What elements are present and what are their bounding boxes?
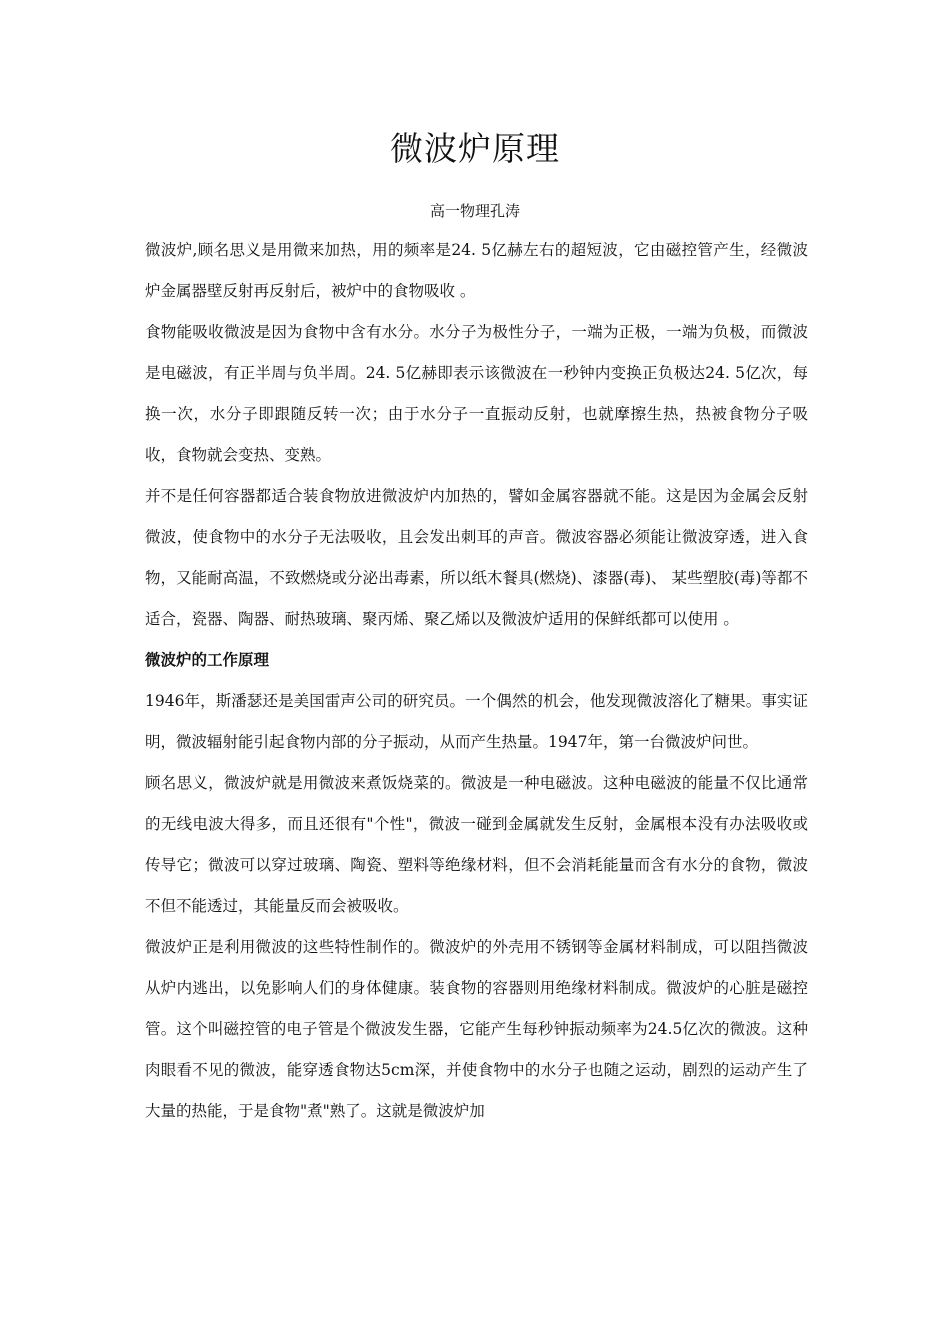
document-author: 高一物理孔涛	[429, 202, 520, 220]
paragraph: 微波炉,顾名思义是用微来加热，用的频率是24. 5亿赫左右的超短波，它由磁控管产生，经微波炉金属器壁反射再反射后，被炉中的食物吸收 。	[145, 241, 808, 300]
document-body	[145, 230, 808, 1132]
paragraph: 顾名思义，微波炉就是用微波来煮饭烧菜的。微波是一种电磁波。这种电磁波的能量不仅比通常的无线电波大得多，而且还很有"个性"，微波一碰到金属就发生反射，金属根本没有办法吸收或传导它；微波可以穿过玻璃、陶瓷、塑料等绝缘材料，但不会消耗能量而含有水分的食物，微波不但不能透过，其能量反而会被吸收。	[145, 774, 808, 915]
document-title: 微波炉原理	[390, 129, 560, 168]
paragraph: 食物能吸收微波是因为食物中含有水分。水分子为极性分子，一端为正极，一端为负极，而微波是电磁波，有正半周与负半周。24. 5亿赫即表示该微波在一秒钟内变换正负极达24. 5亿次，每换一次，水分子即跟随反转一次；由于水分子一直振动反射，也就摩擦生热，热被食物分子吸收，食物就会变热、变熟。	[145, 323, 808, 464]
paragraph: 并不是任何容器都适合装食物放进微波炉内加热的，譬如金属容器就不能。这是因为金属会反射微波，使食物中的水分子无法吸收，且会发出刺耳的声音。微波容器必须能让微波穿透，进入食物，又能耐高温，不致燃烧或分泌出毒素，所以纸木餐具(燃烧)、漆器(毒)、 某些塑胶(毒)等都不适合，瓷器、陶器、耐热玻璃、聚丙烯、聚乙烯以及微波炉适用的保鲜纸都可以使用 。	[145, 487, 808, 628]
paragraph: 微波炉正是利用微波的这些特性制作的。微波炉的外壳用不锈钢等金属材料制成，可以阻挡微波从炉内逃出，以免影响人们的身体健康。装食物的容器则用绝缘材料制成。微波炉的心脏是磁控管。这个叫磁控管的电子管是个微波发生器，它能产生每秒钟振动频率为24.5亿次的微波。这种肉眼看不见的微波，能穿透食物达5cm深，并使食物中的水分子也随之运动，剧烈的运动产生了大量的热能，于是食物"煮"熟了。这就是微波炉加	[145, 938, 808, 1120]
section-heading: 微波炉的工作原理	[145, 651, 270, 669]
paragraph: 1946年，斯潘瑟还是美国雷声公司的研究员。一个偶然的机会，他发现微波溶化了糖果。事实证明，微波辐射能引起食物内部的分子振动，从而产生热量。1947年，第一台微波炉问世。	[145, 692, 808, 751]
